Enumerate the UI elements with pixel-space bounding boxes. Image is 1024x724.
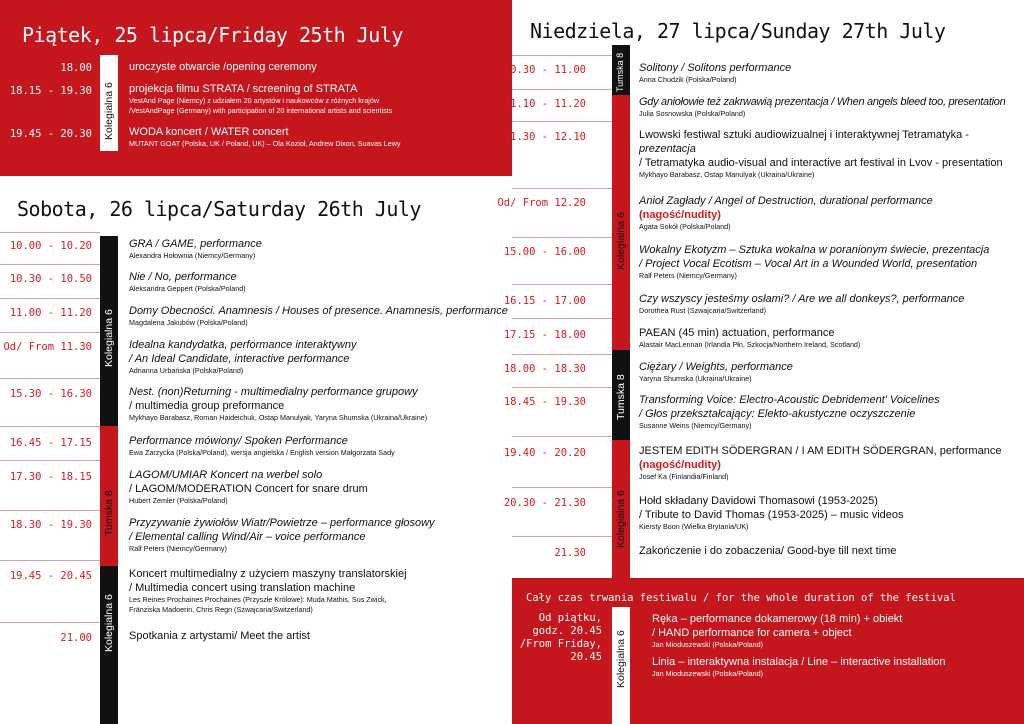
event-artists: Ralf Peters (Niemcy/Germany) bbox=[129, 544, 227, 553]
saturday-event-time: 18.30 - 19.30 bbox=[9, 519, 92, 531]
friday-event-time: 18.15 - 19.30 bbox=[9, 85, 92, 97]
event-artists: Anna Chudzik (Polska/Poland) bbox=[639, 75, 737, 84]
event-title-en: / Multimedia concert using translation machine bbox=[129, 582, 356, 594]
friday-event bbox=[129, 125, 401, 149]
event-title: Nie / No, performance bbox=[129, 271, 237, 283]
divider bbox=[512, 354, 612, 355]
whole-festival-time bbox=[520, 612, 602, 664]
event-title: JESTEM EDITH SÖDERGRAN / I AM EDITH SÖDERGRAN, performance bbox=[639, 445, 1002, 457]
saturday-event bbox=[129, 434, 395, 458]
divider bbox=[0, 378, 100, 379]
friday-event bbox=[129, 60, 317, 74]
saturday-event bbox=[129, 304, 508, 328]
event-title-en: / An Ideal Candidate, interactive performance bbox=[129, 353, 350, 365]
sunday-event bbox=[639, 544, 896, 558]
divider bbox=[0, 560, 100, 561]
friday-event-time: 18.00 bbox=[60, 62, 92, 74]
whole-festival-event bbox=[652, 612, 902, 650]
sunday-event-time: 18.45 - 19.30 bbox=[503, 396, 586, 408]
saturday-event-time: 21.00 bbox=[60, 632, 92, 644]
event-artists: Alastair MacLennan (Irlandia Płn, Szkocja/Northern Ireland, Scotland) bbox=[639, 340, 861, 349]
event-title: projekcja filmu STRATA / screening of STRATA bbox=[129, 83, 358, 95]
event-title: Performance mówiony/ Spoken Performance bbox=[129, 435, 348, 447]
event-title-en: / HAND performance for camera + object bbox=[652, 627, 852, 639]
divider bbox=[512, 188, 612, 189]
sunday-event-time: 10.30 - 11.00 bbox=[503, 64, 586, 76]
divider bbox=[512, 121, 612, 122]
friday-event-time: 19.45 - 20.30 bbox=[9, 128, 92, 140]
divider bbox=[0, 510, 100, 511]
divider bbox=[512, 237, 612, 238]
divider bbox=[512, 55, 612, 56]
event-title: Koncert multimedialny z użyciem maszyny translatorskiej bbox=[129, 568, 407, 580]
sunday-event bbox=[639, 243, 989, 281]
event-title: GRA / GAME, performance bbox=[129, 238, 262, 250]
sunday-event-time: 17.15 - 18.00 bbox=[503, 329, 586, 341]
event-title-en: / Elemental calling Wind/Air – voice performance bbox=[129, 531, 366, 543]
event-title: Lwowski festiwal sztuki audiowizualnej i interaktywnej Tetramatyka - bbox=[639, 129, 969, 141]
divider bbox=[0, 232, 100, 233]
time-line: /From Friday, bbox=[519, 638, 602, 650]
event-artists: Hubert Zemler (Polska/Poland) bbox=[129, 496, 228, 505]
saturday-event bbox=[129, 629, 310, 643]
whole-venue-label: Kolegialna 6 bbox=[615, 630, 627, 688]
event-artists: Aleksandra Geppert (Polska/Poland) bbox=[129, 284, 246, 293]
event-artists: Magdalena Jakubów (Polska/Poland) bbox=[129, 318, 248, 327]
divider bbox=[512, 536, 612, 537]
event-title: Idealna kandydatka, performance interaktywny bbox=[129, 339, 357, 351]
sunday-event bbox=[639, 360, 793, 384]
event-title: Spotkania z artystami/ Meet the artist bbox=[129, 630, 310, 642]
event-artists: Jan Mioduszewski (Polska/Poland) bbox=[652, 640, 764, 649]
event-title: Linia – interaktywna instalacja / Line – interactive installation bbox=[652, 656, 946, 668]
sunday-venue-label-3: Tumska 8 bbox=[615, 374, 627, 420]
friday-event bbox=[129, 82, 392, 116]
sunday-event bbox=[639, 444, 1001, 482]
event-artists: Alexandra Hołownia (Niemcy/Germany) bbox=[129, 251, 256, 260]
sunday-venue-label-2: Kolegialna 6 bbox=[615, 212, 627, 270]
divider bbox=[512, 318, 612, 319]
sunday-event bbox=[639, 95, 1005, 119]
saturday-event bbox=[129, 468, 368, 506]
event-artists: Agata Sokół (Polska/Poland) bbox=[639, 222, 731, 231]
event-title-en: / LAGOM/MODERATION Concert for snare drum bbox=[129, 483, 368, 495]
divider bbox=[512, 436, 612, 437]
divider bbox=[0, 332, 100, 333]
event-artists: Ewa Zarzycka (Polska/Poland), wersja angielska / English version Małgorzata Sady bbox=[129, 448, 395, 457]
saturday-event-time: 10.30 - 10.50 bbox=[9, 273, 92, 285]
divider bbox=[0, 426, 100, 427]
saturday-event-time: 19.45 - 20.45 bbox=[9, 570, 92, 582]
time-line: Od piątku, bbox=[538, 612, 602, 624]
sunday-event-time: 19.40 - 20.20 bbox=[503, 447, 586, 459]
saturday-venue-label-1: Kolegialna 6 bbox=[103, 309, 115, 367]
event-title: Solitony / Solitons performance bbox=[639, 62, 792, 74]
friday-title: Piątek, 25 lipca/Friday 25th July bbox=[22, 23, 403, 47]
event-title: Gdy aniołowie też zakrwawią prezentacja / When angels bleed too, presentation bbox=[639, 96, 1006, 108]
event-artists: /VestAndPage (Germany) with participation of 20 international artists and scientists bbox=[129, 106, 393, 115]
event-artists: Les Reines Prochaines Prochaines (Przyszłe Królowe): Muda Mathis, Sus Zwick, bbox=[129, 595, 387, 604]
time-line: godz. 20.45 bbox=[532, 625, 602, 637]
time-line: 20.45 bbox=[570, 651, 602, 663]
event-title: WODA koncert / WATER concert bbox=[129, 126, 289, 138]
nudity-warning: (nagość/nudity) bbox=[639, 209, 721, 221]
event-artists: Susanne Weins (Niemcy/Germany) bbox=[639, 421, 752, 430]
sunday-venue-label-4: Kolegialna 6 bbox=[615, 490, 627, 548]
saturday-event bbox=[129, 270, 246, 294]
event-title: Czy wszyscy jesteśmy osłami? / Are we all donkeys?, performance bbox=[639, 293, 965, 305]
saturday-event-time: Od/ From 11.30 bbox=[3, 341, 92, 353]
event-artists: Yaryna Shumska (Ukraina/Ukraine) bbox=[639, 374, 752, 383]
saturday-title: Sobota, 26 lipca/Saturday 26th July bbox=[17, 197, 421, 221]
saturday-event-time: 17.30 - 18.15 bbox=[9, 471, 92, 483]
event-title-en: / Tribute to David Thomas (1953-2025) – music videos bbox=[639, 509, 904, 521]
event-title: Domy Obecności. Anamnesis / Houses of presence. Anamnesis, performance bbox=[129, 305, 508, 317]
event-title-en: / Project Vocal Ecotism – Vocal Art in a Wounded World, presentation bbox=[639, 258, 978, 270]
event-artists: Mykhayo Barabasz, Ostap Manulyak (Ukraina/Ukraine) bbox=[639, 170, 815, 179]
sunday-event bbox=[639, 194, 933, 232]
saturday-venue-label-3: Kolegialna 6 bbox=[103, 594, 115, 652]
event-artists: MUTANT GOAT (Polska, UK / Poland, UK) – Ola Kozioł, Andrew Dixon, Suavas Lewy bbox=[129, 139, 401, 148]
saturday-venue-label-2: Tumska 8 bbox=[103, 490, 115, 536]
event-artists: Kiersty Boon (Wielka Brytania/UK) bbox=[639, 522, 749, 531]
sunday-event-time: Od/ From 12.20 bbox=[497, 197, 586, 209]
event-artists: Adrianna Urbańska (Polska/Poland) bbox=[129, 366, 244, 375]
nudity-warning: (nagość/nudity) bbox=[639, 459, 721, 471]
event-title: Transforming Voice: Electro-Acoustic Debridement' Voicelines bbox=[639, 394, 940, 406]
sunday-event bbox=[639, 61, 791, 85]
friday-venue-label: Kolegialna 6 bbox=[103, 82, 115, 140]
sunday-event bbox=[639, 128, 1003, 180]
event-artists: Mykhayo Barabasz, Roman Haideichuk, Ostap Manulyak, Yaryna Shumska (Ukraina/Ukraine) bbox=[129, 413, 428, 422]
event-artists: Julia Sosnowska (Polska/Poland) bbox=[639, 109, 746, 118]
sunday-event bbox=[639, 292, 964, 316]
event-artists: Jan Mioduszewski (Polska/Poland) bbox=[652, 669, 764, 678]
event-title: Zakończenie i do zobaczenia/ Good-bye till next time bbox=[639, 545, 897, 557]
event-title: Ciężary / Weights, performance bbox=[639, 361, 793, 373]
sunday-title: Niedziela, 27 lipca/Sunday 27th July bbox=[530, 19, 946, 43]
event-artists: Fränziska Madoerin, Chris Regn (Szwajcaria/Switzerland) bbox=[129, 605, 313, 614]
event-title: Wokalny Ekotyzm – Sztuka wokalna w poranionym świecie, prezentacja bbox=[639, 244, 990, 256]
sunday-event bbox=[639, 494, 904, 532]
divider bbox=[0, 460, 100, 461]
saturday-event-time: 11.00 - 11.20 bbox=[9, 307, 92, 319]
saturday-event bbox=[129, 567, 407, 615]
saturday-event bbox=[129, 516, 435, 554]
saturday-event-time: 10.00 - 10.20 bbox=[9, 240, 92, 252]
sunday-event bbox=[639, 393, 940, 431]
sunday-event-time: 11.30 - 12.10 bbox=[503, 131, 586, 143]
divider bbox=[512, 487, 612, 488]
event-title: PAEAN (45 min) actuation, performance bbox=[639, 327, 835, 339]
event-title: Hołd składany Davidowi Thomasowi (1953-2025) bbox=[639, 495, 878, 507]
event-title: Nest. (non)Returning - multimedialny performance grupowy bbox=[129, 386, 418, 398]
sunday-event bbox=[639, 326, 860, 350]
divider bbox=[0, 298, 100, 299]
event-title: Anioł Zagłady / Angel of Destruction, durational performance bbox=[639, 195, 933, 207]
event-title: Ręka – performance dokamerowy (18 min) + obiekt bbox=[652, 613, 903, 625]
divider bbox=[0, 264, 100, 265]
event-artists: VestAnd Page (Niemcy) z udziałem 20 artystów i naukowców z różnych krajów bbox=[129, 96, 380, 105]
sunday-event-time: 18.00 - 18.30 bbox=[503, 363, 586, 375]
divider bbox=[512, 89, 612, 90]
event-artists: Dorothea Rust (Szwajcaria/Switzerland) bbox=[639, 306, 767, 315]
sunday-event-time: 15.00 - 16.00 bbox=[503, 246, 586, 258]
event-title-cont: prezentacja bbox=[639, 143, 696, 155]
sunday-event-time: 21.30 bbox=[554, 547, 586, 559]
event-title-en: / Głos przekształcający: Elekto-akustyczne oczyszczenie bbox=[639, 408, 916, 420]
saturday-event bbox=[129, 385, 427, 423]
event-title: LAGOM/UMIAR Koncert na werbel solo bbox=[129, 469, 323, 481]
saturday-event-time: 15.30 - 16.30 bbox=[9, 388, 92, 400]
sunday-event-time: 20.30 - 21.30 bbox=[503, 497, 586, 509]
divider bbox=[512, 387, 612, 388]
divider bbox=[0, 622, 100, 623]
sunday-event-time: 11.10 - 11.20 bbox=[503, 98, 586, 110]
saturday-event-time: 16.45 - 17.15 bbox=[9, 437, 92, 449]
event-artists: Josef Ka (Finlandia/Finland) bbox=[639, 472, 729, 481]
event-title-en: / multimedia group preformance bbox=[129, 400, 285, 412]
divider bbox=[512, 284, 612, 285]
saturday-event bbox=[129, 237, 262, 261]
saturday-event bbox=[129, 338, 356, 376]
event-title-en: / Tetramatyka audio-visual and interactive art festival in Lvov - presentation bbox=[639, 157, 1003, 169]
event-title: uroczyste otwarcie /opening ceremony bbox=[129, 61, 317, 73]
event-artists: Ralf Peters (Niemcy/Germany) bbox=[639, 271, 737, 280]
whole-festival-event bbox=[652, 655, 946, 679]
event-title: Przyzywanie żywiołów Wiatr/Powietrze – performance głosowy bbox=[129, 517, 435, 529]
sunday-event-time: 16.15 - 17.00 bbox=[503, 295, 586, 307]
whole-festival-title: Cały czas trwania festiwalu / for the whole duration of the festival bbox=[526, 592, 956, 604]
sunday-venue-label-1: Tumska 8 bbox=[615, 52, 625, 92]
